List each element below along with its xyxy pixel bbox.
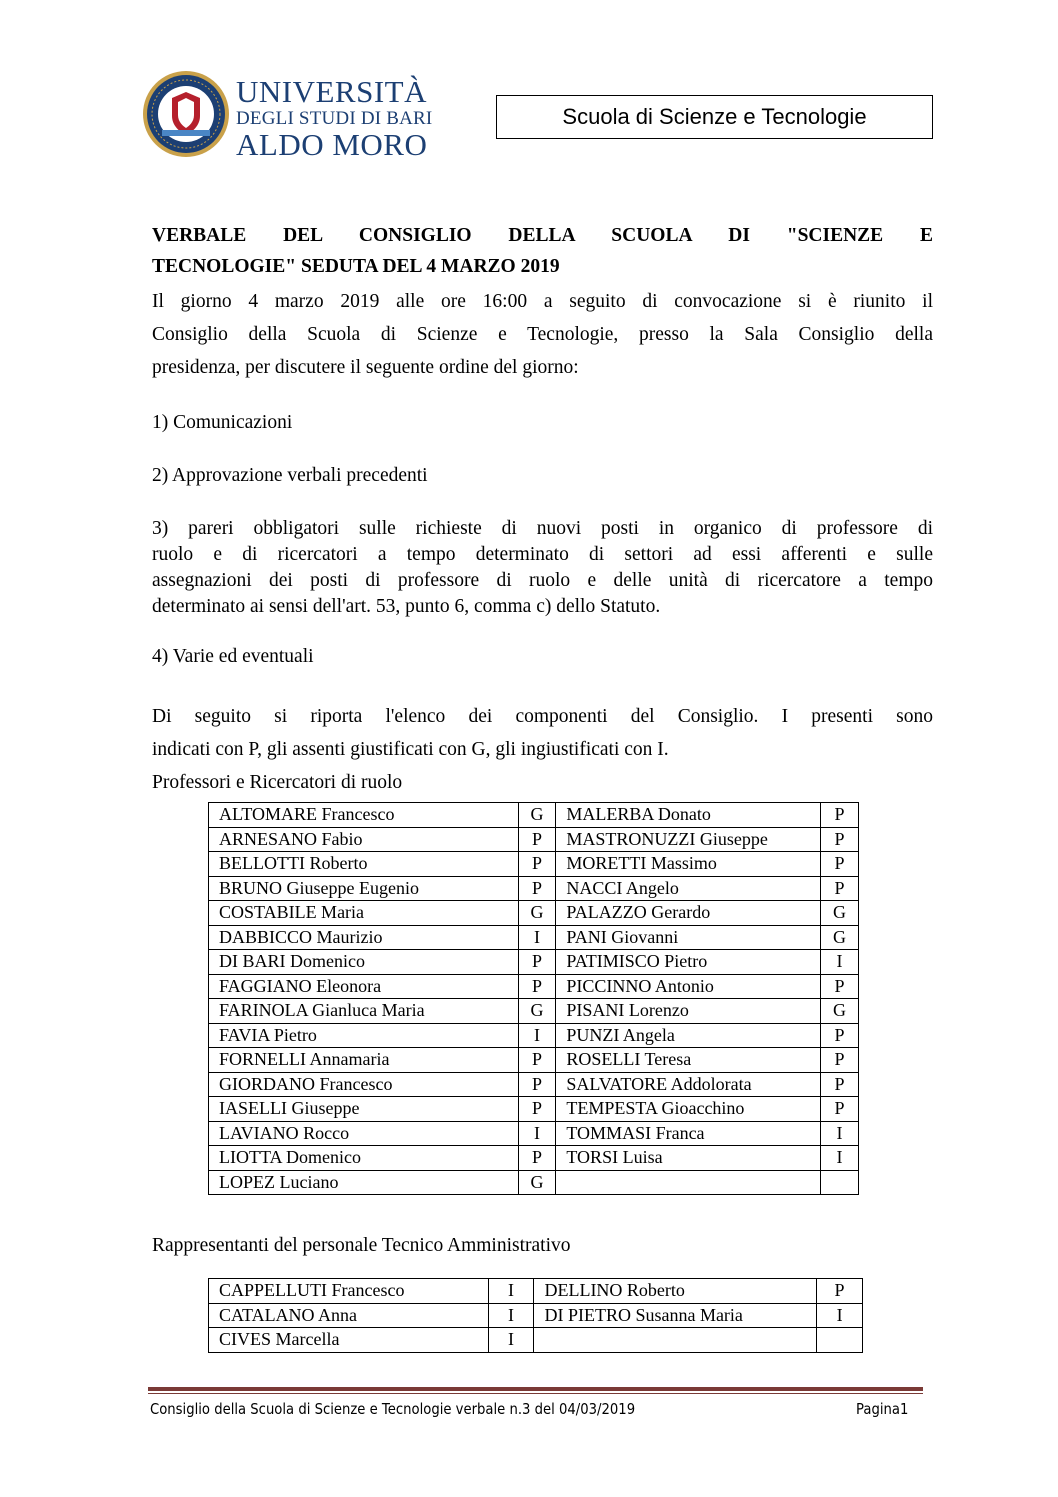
member-name-cell: FAGGIANO Eleonora: [209, 974, 519, 999]
table-row: [209, 1303, 863, 1328]
table-row: [209, 1146, 859, 1171]
table-row: [209, 950, 859, 975]
table-row: [209, 1170, 859, 1195]
table-row: [209, 1097, 859, 1122]
member-name-cell: BRUNO Giuseppe Eugenio: [209, 876, 519, 901]
university-seal-icon: [142, 70, 230, 158]
intro-line3: presidenza, per discutere il seguente ordine del giorno:: [152, 357, 579, 378]
table-row: [209, 1121, 859, 1146]
member-name-cell: NACCI Angelo: [556, 876, 821, 901]
intro-paragraph: [152, 285, 933, 384]
member-name-cell: MALERBA Donato: [556, 803, 821, 828]
member-name-cell: DI PIETRO Susanna Maria: [534, 1303, 817, 1328]
attendance-code-cell: P: [821, 1097, 859, 1122]
attendance-code-cell: P: [821, 876, 859, 901]
table-row: [209, 803, 859, 828]
table-row: [209, 974, 859, 999]
attendance-code-cell: G: [518, 803, 556, 828]
table-row: [209, 999, 859, 1024]
professors-heading: Professori e Ricercatori di ruolo: [152, 772, 403, 793]
member-name-cell: DI BARI Domenico: [209, 950, 519, 975]
attendance-code-cell: I: [488, 1328, 534, 1353]
table-row: [209, 852, 859, 877]
attendance-code-cell: G: [821, 925, 859, 950]
member-name-cell: DELLINO Roberto: [534, 1279, 817, 1304]
agenda-item-4: 4) Varie ed eventuali: [152, 646, 314, 667]
attendance-code-cell: P: [821, 1023, 859, 1048]
member-name-cell: PANI Giovanni: [556, 925, 821, 950]
attendance-code-cell: P: [518, 827, 556, 852]
attendance-code-cell: I: [821, 950, 859, 975]
agenda-item-1: 1) Comunicazioni: [152, 412, 293, 433]
members-intro-line1: Di seguito si riporta l'elenco dei componenti del Consiglio. I presenti sono: [152, 706, 933, 727]
document-title: [152, 220, 933, 282]
table-row: [209, 1279, 863, 1304]
attendance-code-cell: G: [821, 999, 859, 1024]
attendance-code-cell: P: [518, 1048, 556, 1073]
member-name-cell: CIVES Marcella: [209, 1328, 489, 1353]
attendance-code-cell: P: [518, 852, 556, 877]
attendance-code-cell: I: [488, 1279, 534, 1304]
title-line1: VERBALE DEL CONSIGLIO DELLA SCUOLA DI "SCIENZE E: [152, 225, 933, 246]
university-name-line2: DEGLI STUDI DI BARI: [236, 108, 433, 129]
attendance-code-cell: P: [821, 974, 859, 999]
footer-text: Consiglio della Scuola di Scienze e Tecnologie verbale n.3 del 04/03/2019: [150, 1400, 636, 1418]
table-row: [209, 1048, 859, 1073]
member-name-cell: PUNZI Angela: [556, 1023, 821, 1048]
member-name-cell: PATIMISCO Pietro: [556, 950, 821, 975]
attendance-code-cell: P: [518, 1072, 556, 1097]
footer-rule-thin: [148, 1393, 923, 1394]
agenda-item-3-line1: 3) pareri obbligatori sulle richieste di nuovi posti in organico di professore di: [152, 518, 933, 539]
member-name-cell: CATALANO Anna: [209, 1303, 489, 1328]
agenda-item-3-line2: ruolo e di ricercatori a tempo determinato di settori ad essi afferenti e sulle: [152, 544, 933, 565]
attendance-code-cell: I: [518, 1121, 556, 1146]
member-name-cell: PICCINNO Antonio: [556, 974, 821, 999]
attendance-code-cell: G: [518, 999, 556, 1024]
member-name-cell: ROSELLI Teresa: [556, 1048, 821, 1073]
table-row: [209, 1072, 859, 1097]
member-name-cell: CAPPELLUTI Francesco: [209, 1279, 489, 1304]
table-row: [209, 827, 859, 852]
member-name-cell: COSTABILE Maria: [209, 901, 519, 926]
member-name-cell: LIOTTA Domenico: [209, 1146, 519, 1171]
member-name-cell: [534, 1328, 817, 1353]
attendance-code-cell: P: [518, 950, 556, 975]
member-name-cell: [556, 1170, 821, 1195]
attendance-code-cell: P: [821, 852, 859, 877]
member-name-cell: FAVIA Pietro: [209, 1023, 519, 1048]
members-intro-line2: indicati con P, gli assenti giustificati con G, gli ingiustificati con I.: [152, 739, 669, 760]
attendance-code-cell: P: [821, 803, 859, 828]
attendance-code-cell: I: [821, 1121, 859, 1146]
table-row: [209, 876, 859, 901]
member-name-cell: FORNELLI Annamaria: [209, 1048, 519, 1073]
attendance-code-cell: P: [821, 1048, 859, 1073]
school-name-box: Scuola di Scienze e Tecnologie: [496, 95, 933, 139]
attendance-code-cell: P: [518, 974, 556, 999]
attendance-code-cell: [817, 1328, 863, 1353]
attendance-code-cell: I: [518, 1023, 556, 1048]
member-name-cell: SALVATORE Addolorata: [556, 1072, 821, 1097]
university-logo: [142, 70, 442, 162]
professors-table: [208, 802, 859, 1195]
agenda-item-3: [152, 516, 933, 620]
members-intro: [152, 700, 933, 766]
member-name-cell: ALTOMARE Francesco: [209, 803, 519, 828]
attendance-code-cell: P: [518, 1097, 556, 1122]
attendance-code-cell: G: [518, 901, 556, 926]
page-number: Pagina1: [856, 1400, 909, 1418]
member-name-cell: TOMMASI Franca: [556, 1121, 821, 1146]
university-name-line3: ALDO MORO: [236, 127, 428, 162]
attendance-code-cell: I: [817, 1303, 863, 1328]
member-name-cell: IASELLI Giuseppe: [209, 1097, 519, 1122]
attendance-code-cell: I: [821, 1146, 859, 1171]
attendance-code-cell: G: [821, 901, 859, 926]
member-name-cell: BELLOTTI Roberto: [209, 852, 519, 877]
member-name-cell: PALAZZO Gerardo: [556, 901, 821, 926]
member-name-cell: MASTRONUZZI Giuseppe: [556, 827, 821, 852]
agenda-item-3-line3: assegnazioni dei posti di professore di ruolo e delle unità di ricercatore a tempo: [152, 570, 933, 591]
agenda-item-3-line4: determinato ai sensi dell'art. 53, punto 6, comma c) dello Statuto.: [152, 596, 661, 617]
table-row: [209, 1023, 859, 1048]
attendance-code-cell: [821, 1170, 859, 1195]
member-name-cell: GIORDANO Francesco: [209, 1072, 519, 1097]
member-name-cell: ARNESANO Fabio: [209, 827, 519, 852]
technical-staff-table: [208, 1278, 863, 1353]
member-name-cell: MORETTI Massimo: [556, 852, 821, 877]
attendance-code-cell: P: [518, 1146, 556, 1171]
table-row: [209, 925, 859, 950]
attendance-code-cell: I: [518, 925, 556, 950]
table-row: [209, 1328, 863, 1353]
member-name-cell: LOPEZ Luciano: [209, 1170, 519, 1195]
attendance-code-cell: I: [488, 1303, 534, 1328]
university-name-line1: UNIVERSITÀ: [236, 74, 427, 109]
member-name-cell: PISANI Lorenzo: [556, 999, 821, 1024]
member-name-cell: TORSI Luisa: [556, 1146, 821, 1171]
member-name-cell: LAVIANO Rocco: [209, 1121, 519, 1146]
title-line2: TECNOLOGIE" SEDUTA DEL 4 MARZO 2019: [152, 256, 560, 277]
agenda-item-2: 2) Approvazione verbali precedenti: [152, 465, 428, 486]
member-name-cell: DABBICCO Maurizio: [209, 925, 519, 950]
intro-line2: Consiglio della Scuola di Scienze e Tecnologie, presso la Sala Consiglio della: [152, 324, 933, 345]
intro-line1: Il giorno 4 marzo 2019 alle ore 16:00 a seguito di convocazione si è riunito il: [152, 291, 933, 312]
attendance-code-cell: G: [518, 1170, 556, 1195]
member-name-cell: FARINOLA Gianluca Maria: [209, 999, 519, 1024]
member-name-cell: TEMPESTA Gioacchino: [556, 1097, 821, 1122]
attendance-code-cell: P: [518, 876, 556, 901]
technical-heading: Rappresentanti del personale Tecnico Amministrativo: [152, 1235, 571, 1256]
university-name: [236, 76, 432, 160]
table-row: [209, 901, 859, 926]
attendance-code-cell: P: [821, 827, 859, 852]
attendance-code-cell: P: [817, 1279, 863, 1304]
footer-rule: [148, 1387, 923, 1391]
attendance-code-cell: P: [821, 1072, 859, 1097]
